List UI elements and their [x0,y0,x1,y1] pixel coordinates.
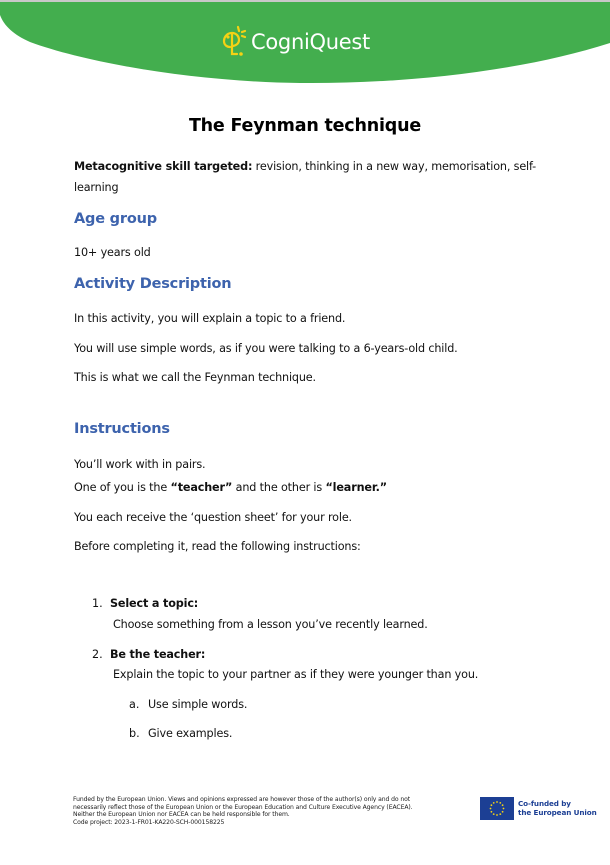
eu-cofunded-label [518,799,597,817]
age-group-heading: Age group [74,211,157,227]
roles-line [74,481,387,494]
activity-paragraph: You will use simple words, as if you were talking to a 6-years-old child. [74,342,458,355]
skill-label: Metacognitive skill targeted: [74,160,253,173]
eu-label-line: Co-funded by [518,799,571,808]
instructions-heading: Instructions [74,421,170,437]
skill-line [74,160,536,173]
funding-disclaimer [73,796,413,826]
age-group-value: 10+ years old [74,246,151,259]
activity-paragraph: In this activity, you will explain a topic to a friend. [74,312,346,325]
step-number: 1. [92,597,103,610]
disclaimer-line: Neither the European Union nor EACEA can be held responsible for them. [73,811,290,819]
page-title: The Feynman technique [188,116,422,136]
subitem-letter: a. [129,698,140,711]
before-line: Before completing it, read the following instructions: [74,540,361,553]
role-teacher: “teacher” [170,481,233,494]
sheet-line: You each receive the ‘question sheet’ for your role. [74,511,352,524]
disclaimer-line: necessarily reflect those of the European Union or the European Education and Culture Executive Agency (EACEA). [73,803,413,811]
subitem-text: Use simple words. [148,698,248,711]
brand-name: CogniQuest [251,30,370,54]
activity-paragraph: This is what we call the Feynman technique. [74,371,316,384]
eu-label-line: the European Union [518,808,597,817]
step-title-text: Select a topic: [110,597,199,610]
step-title [110,597,198,610]
subitem-letter: b. [129,727,140,740]
skill-value-continued: learning [74,181,119,194]
project-code: Code project: 2023-1-FR01-KA220-SCH-000158225 [73,818,225,826]
brand-logo [221,22,370,62]
activity-description-heading: Activity Description [74,276,232,292]
step-title [110,648,205,661]
skill-value: revision, thinking in a new way, memorisation, self- [252,160,537,173]
step-text: Explain the topic to your partner as if they were younger than you. [113,668,479,681]
pairs-line: You’ll work with in pairs. [74,458,206,471]
step-title-text: Be the teacher: [110,648,206,661]
role-learner: “learner.” [325,481,387,494]
step-text: Choose something from a lesson you’ve recently learned. [113,618,428,631]
roles-text: One of you is the [74,481,171,494]
disclaimer-line: Funded by the European Union. Views and opinions expressed are however those of the author(s) only and do not [73,796,411,803]
eu-flag-icon [480,797,514,820]
roles-text: and the other is [232,481,326,494]
step-number: 2. [92,648,103,661]
lightbulb-logo-icon [221,24,247,60]
subitem-text: Give examples. [148,727,233,740]
